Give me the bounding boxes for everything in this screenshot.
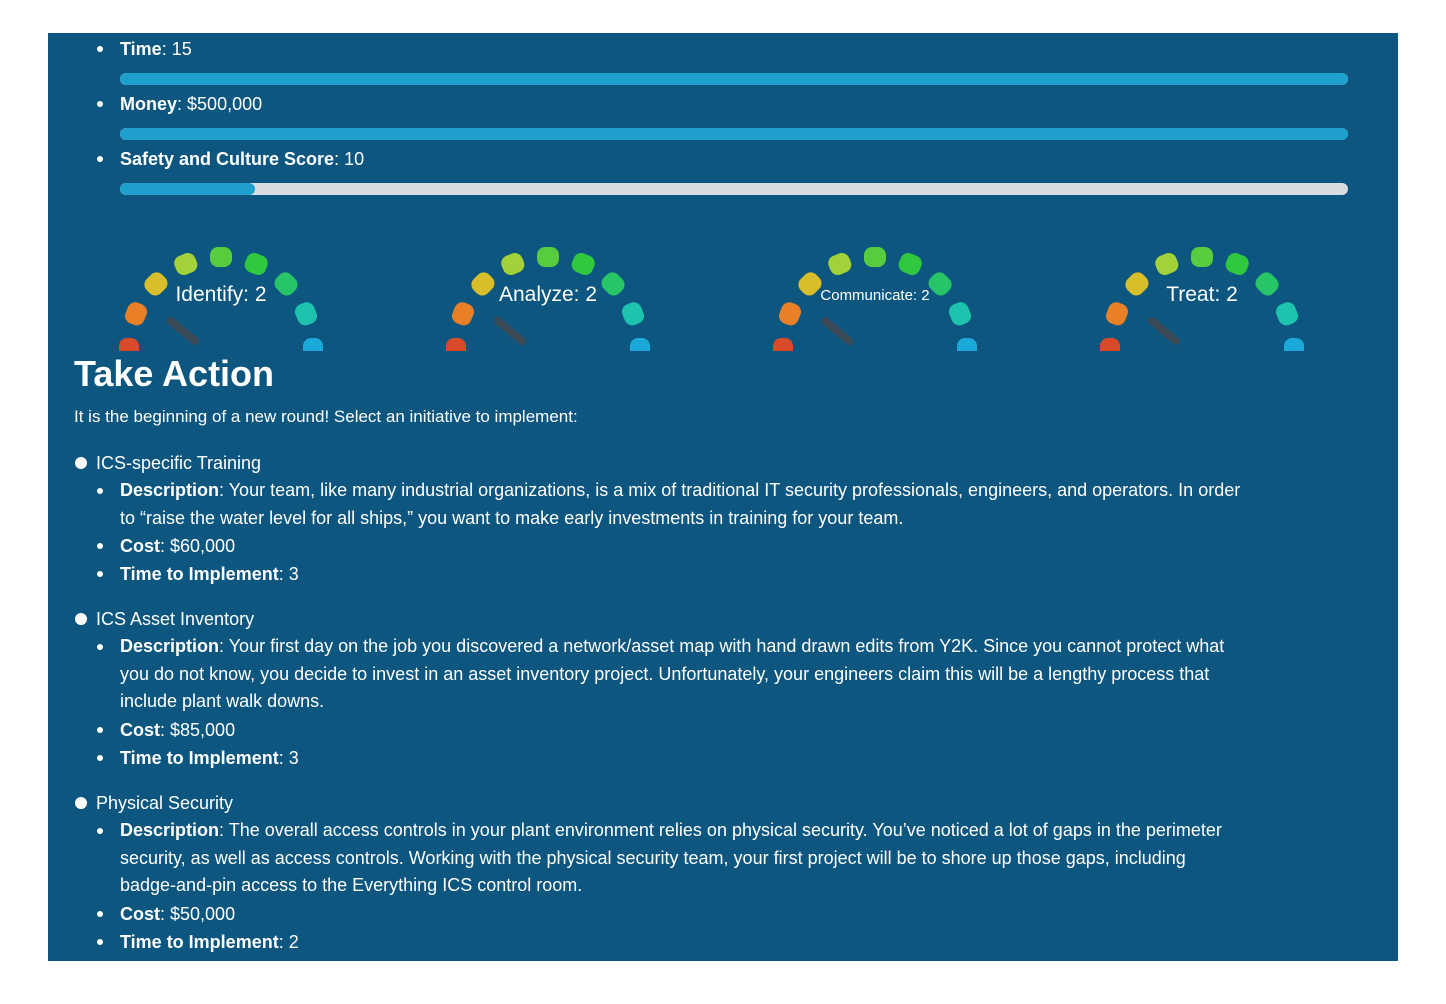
gauge-segment xyxy=(773,338,793,351)
time-label: Time to Implement xyxy=(120,564,279,584)
initiative-time: Time to Implement: 2 xyxy=(120,932,299,952)
gauge-segment xyxy=(499,251,527,278)
description-line: security, as well as access controls. Working with the physical security team, your first project will be to shore up those gaps, including xyxy=(120,847,1186,868)
gauge-segment xyxy=(896,251,924,278)
gauge-needle xyxy=(1152,321,1176,341)
gauge-segment xyxy=(537,247,559,267)
money-progress-bar xyxy=(120,128,1348,140)
time-value: 3 xyxy=(288,564,299,584)
gauge-analyze xyxy=(418,221,678,351)
section-intro: It is the beginning of a new round! Select an initiative to implement: xyxy=(74,407,578,426)
cost-label: Cost xyxy=(120,536,160,556)
gauge-segment xyxy=(1153,251,1181,278)
initiative-title[interactable]: ICS-specific Training xyxy=(96,453,262,473)
initiative-radio[interactable] xyxy=(75,457,87,469)
gauge-needle xyxy=(825,321,849,341)
bullet xyxy=(97,755,103,761)
game-panel xyxy=(48,33,1398,961)
stat-value: 15 xyxy=(171,39,192,59)
gauge-segment xyxy=(172,251,200,278)
gauge-identify xyxy=(91,221,351,351)
progress-fill xyxy=(120,183,255,195)
gauge-label: Analyze: 2 xyxy=(498,283,598,306)
time-value: 2 xyxy=(288,932,299,952)
stat-label: Money xyxy=(120,94,178,114)
initiative-title[interactable]: Physical Security xyxy=(96,793,234,813)
time-value: 3 xyxy=(288,748,299,768)
cost-value: $85,000 xyxy=(170,720,236,740)
bullet xyxy=(97,156,103,162)
initiative-description xyxy=(120,633,1350,716)
gauge-segment xyxy=(446,338,466,351)
safety-progress-bar xyxy=(120,183,1348,195)
stat-money: Money: $500,000 xyxy=(120,94,263,114)
description-line: : Your team, like many industrial organizations, is a mix of traditional IT security professionals, engineers, and operators. In order xyxy=(219,480,1241,500)
gauge-segment xyxy=(569,251,597,278)
gauge-segment xyxy=(210,247,232,267)
gauge-segment xyxy=(1100,338,1120,351)
cost-value: $60,000 xyxy=(170,536,236,556)
bullet xyxy=(97,939,103,945)
cost-value: $50,000 xyxy=(170,904,236,924)
time-progress-bar xyxy=(120,73,1348,85)
initiative-time: Time to Implement: 3 xyxy=(120,748,299,768)
description-line: you do not know, you decide to invest in an asset inventory project. Unfortunately, your engineers claim this will be a lengthy process that xyxy=(120,663,1210,684)
initiative-description xyxy=(120,817,1350,900)
gauge-segment xyxy=(242,251,270,278)
bullet xyxy=(97,101,103,107)
gauge-segment xyxy=(826,251,854,278)
gauge-segment xyxy=(777,300,804,328)
gauge-segment xyxy=(947,300,974,328)
gauge-needle xyxy=(171,321,195,341)
cost-label: Cost xyxy=(120,720,160,740)
gauge-segment xyxy=(1223,251,1251,278)
cost-label: Cost xyxy=(120,904,160,924)
description-line: to “raise the water level for all ships,” you want to make early investments in training for your team. xyxy=(120,507,904,528)
description-label: Description xyxy=(120,480,220,500)
stat-safety: Safety and Culture Score: 10 xyxy=(120,149,365,169)
stat-time: Time: 15 xyxy=(120,39,192,59)
description-line: : The overall access controls in your plant environment relies on physical security. You’ve noticed a lot of gaps in the perimeter xyxy=(219,820,1222,840)
gauge-dial-icon xyxy=(745,221,1005,351)
stat-label: Time xyxy=(120,39,162,59)
initiative-cost: Cost: $85,000 xyxy=(120,720,236,740)
bullet xyxy=(97,571,103,577)
bullet xyxy=(97,46,103,52)
stat-value: $500,000 xyxy=(187,94,263,114)
time-label: Time to Implement xyxy=(120,748,279,768)
description-label: Description xyxy=(120,636,220,656)
bullet xyxy=(97,911,103,917)
description-label: Description xyxy=(120,820,220,840)
time-label: Time to Implement xyxy=(120,932,279,952)
gauge-segment xyxy=(119,338,139,351)
initiative-cost: Cost: $50,000 xyxy=(120,904,236,924)
bullet xyxy=(97,644,103,650)
bullet xyxy=(97,488,103,494)
gauge-segment xyxy=(1191,247,1213,267)
bullet xyxy=(97,727,103,733)
initiative-time: Time to Implement: 3 xyxy=(120,564,299,584)
gauge-label: Treat: 2 xyxy=(1166,283,1238,306)
initiative-radio[interactable] xyxy=(75,797,87,809)
stat-label: Safety and Culture Score xyxy=(120,149,335,169)
bullet xyxy=(97,543,103,549)
initiative-radio[interactable] xyxy=(75,613,87,625)
gauge-label: Identify: 2 xyxy=(175,283,267,306)
gauge-communicate xyxy=(745,221,1005,351)
stat-value: 10 xyxy=(344,149,365,169)
gauge-label: Communicate: 2 xyxy=(820,287,930,304)
description-line: badge-and-pin access to the Everything ICS control room. xyxy=(120,875,583,895)
gauge-segment xyxy=(864,247,886,267)
gauge-treat xyxy=(1072,221,1332,351)
initiative-title[interactable]: ICS Asset Inventory xyxy=(96,609,255,629)
gauge-segment xyxy=(303,338,323,351)
initiative-cost: Cost: $60,000 xyxy=(120,536,236,556)
gauge-segment xyxy=(957,338,977,351)
bullet xyxy=(97,828,103,834)
initiative-description xyxy=(120,477,1350,532)
description-line: include plant walk downs. xyxy=(120,691,325,711)
progress-fill xyxy=(120,73,1348,85)
gauge-segment xyxy=(1284,338,1304,351)
description-line: : Your first day on the job you discovered a network/asset map with hand drawn edits from Y2K. Since you cannot protect what xyxy=(219,636,1225,656)
section-title: Take Action xyxy=(74,353,275,394)
gauge-segment xyxy=(630,338,650,351)
gauge-needle xyxy=(498,321,522,341)
progress-fill xyxy=(120,128,1348,140)
